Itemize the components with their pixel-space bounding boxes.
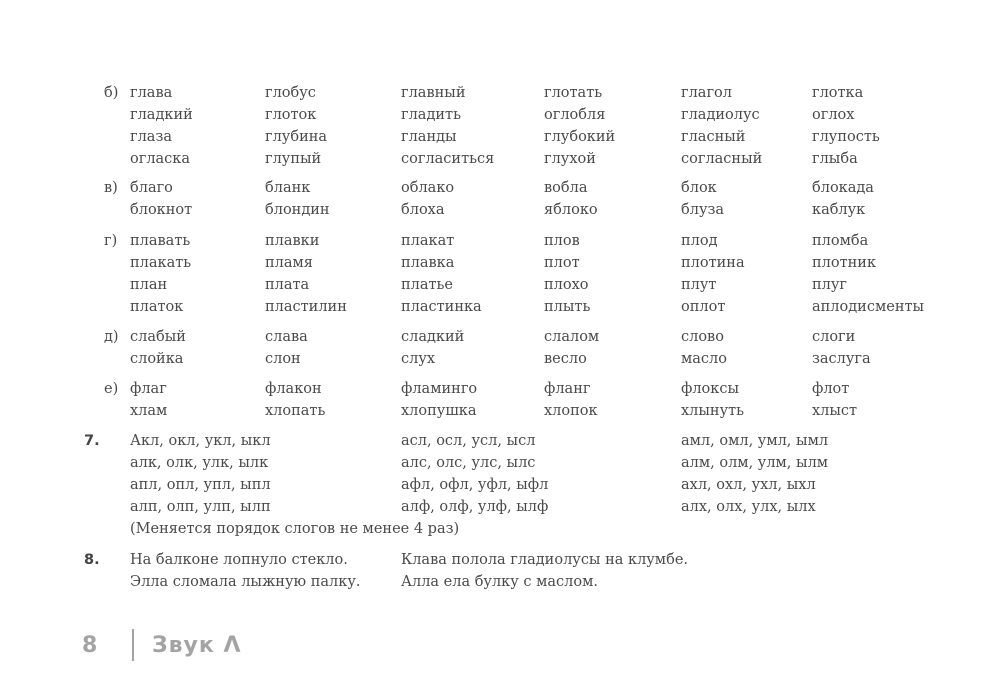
- word: вобла: [544, 180, 588, 196]
- word: плотник: [812, 255, 877, 271]
- syllable-row: Акл, окл, укл, ыкл: [130, 433, 271, 449]
- word: гласный: [681, 129, 746, 145]
- chapter-title: Звук Λ: [152, 632, 242, 658]
- word: плут: [681, 277, 717, 293]
- word: оглох: [812, 107, 855, 123]
- section-label: д): [104, 329, 119, 345]
- syllable-row: ахл, охл, ухл, ыхл: [681, 477, 816, 493]
- word: фламинго: [401, 381, 478, 397]
- word: глава: [130, 85, 173, 101]
- word: глубина: [265, 129, 328, 145]
- word: благо: [130, 180, 173, 196]
- word: гладить: [401, 107, 461, 123]
- word: глупость: [812, 129, 880, 145]
- word: флакон: [265, 381, 322, 397]
- word: плуг: [812, 277, 848, 293]
- word: блоха: [401, 202, 445, 218]
- word: весло: [544, 351, 587, 367]
- word: глобус: [265, 85, 316, 101]
- word: бланк: [265, 180, 311, 196]
- word: плата: [265, 277, 310, 293]
- word: хлопок: [544, 403, 598, 419]
- word: гладиолус: [681, 107, 760, 123]
- syllable-row: апл, опл, упл, ыпл: [130, 477, 271, 493]
- sentence: На балконе лопнуло стекло.: [130, 552, 348, 568]
- sentence: Алла ела булку с маслом.: [401, 574, 598, 590]
- section-label: е): [104, 381, 119, 397]
- sentence: Клава полола гладиолусы на клумбе.: [401, 552, 689, 568]
- word: фланг: [544, 381, 591, 397]
- word: слалом: [544, 329, 600, 345]
- word: глупый: [265, 151, 322, 167]
- word: масло: [681, 351, 727, 367]
- syllable-row: алп, олп, улп, ылп: [130, 499, 271, 515]
- word: плохо: [544, 277, 589, 293]
- word: хлам: [130, 403, 168, 419]
- word-grid: [130, 230, 962, 318]
- word: плов: [544, 233, 580, 249]
- word: плавать: [130, 233, 191, 249]
- syllable-row: алф, олф, улф, ылф: [401, 499, 549, 515]
- word: глубокий: [544, 129, 616, 145]
- word: слон: [265, 351, 301, 367]
- word: блуза: [681, 202, 725, 218]
- word: платок: [130, 299, 184, 315]
- word: заслуга: [812, 351, 871, 367]
- word: яблоко: [544, 202, 598, 218]
- sentence: Элла сломала лыжную палку.: [130, 574, 361, 590]
- syllable-row: афл, офл, уфл, ыфл: [401, 477, 549, 493]
- word-grid: [130, 378, 962, 422]
- section-label: в): [104, 180, 118, 196]
- word: флаг: [130, 381, 167, 397]
- footer-divider: [132, 629, 134, 661]
- word: гладкий: [130, 107, 193, 123]
- word: плавки: [265, 233, 320, 249]
- word: согласный: [681, 151, 763, 167]
- word: глыба: [812, 151, 858, 167]
- word: блондин: [265, 202, 330, 218]
- word: плотина: [681, 255, 745, 271]
- word-grid: [130, 177, 962, 221]
- word: главный: [401, 85, 466, 101]
- word: аплодисменты: [812, 299, 925, 315]
- syllable-row: асл, осл, усл, ысл: [401, 433, 536, 449]
- word: блокада: [812, 180, 874, 196]
- word: слух: [401, 351, 436, 367]
- word: флоксы: [681, 381, 740, 397]
- word: глухой: [544, 151, 596, 167]
- word: глагол: [681, 85, 732, 101]
- section-label: б): [104, 85, 119, 101]
- word: пломба: [812, 233, 869, 249]
- section-label: г): [104, 233, 118, 249]
- word: хлопать: [265, 403, 326, 419]
- word: гланды: [401, 129, 457, 145]
- word: огласка: [130, 151, 191, 167]
- syllable-row: амл, омл, умл, ымл: [681, 433, 829, 449]
- word: сладкий: [401, 329, 465, 345]
- word: каблук: [812, 202, 866, 218]
- word: пластилин: [265, 299, 347, 315]
- word: блокнот: [130, 202, 193, 218]
- word: глоток: [265, 107, 317, 123]
- exercise-number: 8.: [84, 552, 100, 568]
- exercise-number: 7.: [84, 433, 100, 449]
- word: хлыст: [812, 403, 858, 419]
- word: согласиться: [401, 151, 495, 167]
- word: платье: [401, 277, 454, 293]
- word: плот: [544, 255, 580, 271]
- syllable-row: алх, олх, улх, ылх: [681, 499, 816, 515]
- word: флот: [812, 381, 850, 397]
- word: слоги: [812, 329, 856, 345]
- word: пластинка: [401, 299, 482, 315]
- syllable-row: алк, олк, улк, ылк: [130, 455, 269, 471]
- word: слабый: [130, 329, 186, 345]
- word: плавка: [401, 255, 455, 271]
- word: слава: [265, 329, 308, 345]
- word: облако: [401, 180, 455, 196]
- word: глотка: [812, 85, 864, 101]
- word: оглобля: [544, 107, 606, 123]
- word-grid: [130, 82, 962, 170]
- word: плыть: [544, 299, 591, 315]
- word: оплот: [681, 299, 726, 315]
- word: плакат: [401, 233, 455, 249]
- syllable-row: алм, олм, улм, ылм: [681, 455, 829, 471]
- word: план: [130, 277, 168, 293]
- word: глотать: [544, 85, 603, 101]
- word: слово: [681, 329, 724, 345]
- page-footer: [82, 628, 242, 662]
- sentence-grid: [130, 549, 721, 593]
- word: плакать: [130, 255, 192, 271]
- exercise-note: (Меняется порядок слогов не менее 4 раз): [130, 521, 460, 537]
- word: пламя: [265, 255, 313, 271]
- word: плод: [681, 233, 718, 249]
- word: хлынуть: [681, 403, 745, 419]
- page-number: 8: [82, 632, 98, 658]
- syllable-row: алс, олс, улс, ылс: [401, 455, 536, 471]
- syllable-grid: [130, 430, 881, 518]
- word: блок: [681, 180, 717, 196]
- word: слойка: [130, 351, 184, 367]
- word: хлопушка: [401, 403, 477, 419]
- word: глаза: [130, 129, 173, 145]
- word-grid: [130, 326, 962, 370]
